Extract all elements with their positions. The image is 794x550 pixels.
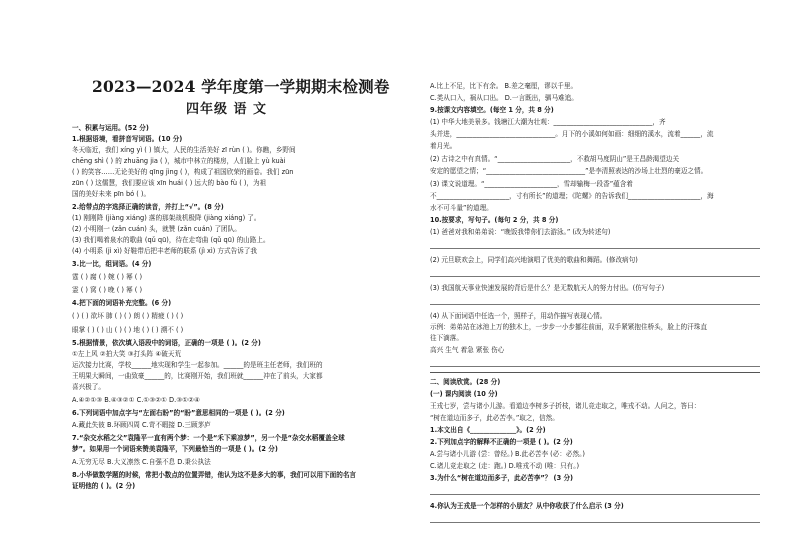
question-8-cont: 证明他的 ( )。(2 分) bbox=[72, 482, 136, 490]
question-3: 3.比一比，组词语。(4 分) bbox=[72, 260, 152, 268]
q5-choices: A.④②①③ B.④③②① C.①③②① D.③①②④ bbox=[72, 396, 200, 404]
question-2: 2.给带点的字选择正确的读音，并打上“√”。(8 分) bbox=[72, 203, 224, 211]
section-heading: 一、积累与运用。(52 分) bbox=[72, 124, 149, 132]
reading-question-1: 1.本文出自《______________》。(2 分) bbox=[430, 426, 546, 434]
q1-text-line: 国的美好未来 pīn bó ( )。 bbox=[72, 190, 151, 198]
reading-passage: 王戎七岁，尝与诸小儿游。看道边李树多子折枝，诸儿竞走取之，唯戎不动。人问之，答曰： bbox=[430, 402, 701, 410]
q9-line: (1) 中华大地美景多。钱塘江大潮为壮观：______________________________，齐 bbox=[430, 118, 666, 126]
reading-question-3: 3.为什么“树在道边而多子，此必苦李”？ (3 分) bbox=[430, 474, 574, 482]
question-1: 1.根据语境，看拼音写词语。(10 分) bbox=[72, 135, 183, 143]
answer-line[interactable] bbox=[430, 522, 760, 523]
question-8: 8.小华做数学题的时候，常把小数点的位置弄错，他认为这不是多大的事，我们可以用下面的名言 bbox=[72, 471, 357, 479]
q1-text-line: chēng shì ( ) 的 zhuāng jia ( )，城市中林立的楼房，人们脸上 yù kuài bbox=[72, 157, 286, 165]
q10-item-4: (4) 从下面词语中任选一个，照样子，用动作描写表现心情。 bbox=[430, 312, 607, 320]
q2-item: (2) 小明刚一 (zǎn cuán) 头，就赞 (zǎn cuán) 了团队。 bbox=[72, 225, 241, 233]
q10-example: 往下滴落。 bbox=[430, 334, 463, 342]
q9-line: 不______________________，寸有所长”的道理；《陀螺》的告诉我们______________________，海 bbox=[430, 192, 714, 200]
q8-choices: A.比上不足，比下有余。 B.差之毫厘，谬以千里。 bbox=[430, 82, 578, 90]
q5-passage-line: 喜兴极了。 bbox=[72, 383, 105, 391]
question-10: 10.按要求，写句子。(每句 2 分，共 8 分) bbox=[430, 216, 559, 224]
section-heading: 二、阅读欣赏。(28 分) bbox=[430, 378, 501, 386]
question-5: 5.根据情景，依次填入语段中的词语，正确的一项是 ( )。(2 分) bbox=[72, 339, 261, 347]
reading-q2-choices: C.诸儿竞走取之 (走：跑。) D.唯戎不动 (唯：只有。) bbox=[430, 462, 580, 470]
answer-line[interactable] bbox=[430, 304, 760, 305]
q9-line: 水不可斗量”的道理。 bbox=[430, 204, 493, 212]
q2-item: (3) 我们喝着泉水的歌曲 (qǔ qū)，待在走弯曲 (qǔ qū) 的山路上。 bbox=[72, 236, 270, 244]
reading-question-2: 2.下列加点字的解释不正确的一项是 ( )。(2 分) bbox=[430, 438, 573, 446]
q10-item-3: (3) 我国航天事业快速发展的背后是什么？是无数航天人的努力付出。(仿写句子) bbox=[430, 284, 665, 292]
q3-row: 霆 ( ) 腐 ( ) 婉 ( ) 幂 ( ) bbox=[72, 273, 143, 281]
q9-line: 着月光。 bbox=[430, 142, 457, 150]
q4-row: ( ) ( ) 欲坏 肺 ( ) ( ) 朗 ( ) 精疲 ( ) ( ) bbox=[72, 312, 184, 320]
q10-item-1: (1) 爸爸对我和弟弟说：“晚饭我带你们去游泳。” (改为转述句) bbox=[430, 228, 611, 236]
q10-example: 示例：弟弟站在冰池上万的独木上，一步步一小步挪往前面，双手紧紧抱住桥头，脸上的汗珠直 bbox=[430, 323, 707, 331]
answer-line[interactable] bbox=[430, 366, 760, 367]
q10-item-2: (2) 元旦联欢会上，同学们高兴地演唱了优美的歌曲和舞蹈。(修改病句) bbox=[430, 256, 638, 264]
q5-passage-line: 运次接力比赛，学校______地实现和学生一起参加。______的是班主任老师，我们班的 bbox=[72, 361, 323, 369]
q2-item: (4) 小明系 (jì xì) 好鞋带后把丰老师的联系 (jì xì) 方式告诉了我 bbox=[72, 247, 257, 255]
reading-passage: “树在道边而多子，此必苦李。”取之，信然。 bbox=[430, 414, 559, 422]
q2-item: (1) 刚刚降 (jiàng xiáng) 落的那架战机极降 (jiàng xiáng) 了。 bbox=[72, 214, 261, 222]
q9-line: 安定的愿望之情；“______________________________”是李清照表达的沙场上壮烈的豪迈之情。 bbox=[430, 167, 708, 175]
q3-row: 霊 ( ) 窝 ( ) 晚 ( ) 幂 ( ) bbox=[72, 286, 143, 294]
q4-row: 眼掌 ( ) ( ) 山 ( ) ( ) 地 ( ) ( ) 溯不 ( ) bbox=[72, 326, 184, 334]
question-7-cont: 梦”。如果用一个词语来赞美袁隆平，下列最恰当的一项是 ( )。(2 分) bbox=[72, 445, 278, 453]
q5-options: ①左上风 ②拍大笑 ③打头阵 ④破天荒 bbox=[72, 350, 182, 358]
question-4: 4.把下面的词语补充完整。(6 分) bbox=[72, 299, 172, 307]
question-6: 6.下列词语中加点字与“左面右盼”的“盼”意思相同的一项是 ( )。(2 分) bbox=[72, 409, 285, 417]
reading-question-4: 4.你认为王戎是一个怎样的小朋友？从中你收获了什么启示 (3 分) bbox=[430, 502, 624, 510]
exam-title: 2023—2024 学年度第一学期期末检测卷 bbox=[92, 77, 390, 96]
q1-text-line: 冬天临近，我们 xíng yì ( ) 镇大，人民的生活美好 zī rùn ( )。你瞧，乡野间 bbox=[72, 146, 296, 154]
subsection-heading: (一) 课内阅读 (10 分) bbox=[430, 390, 498, 398]
q10-word-choices: 高兴 生气 着急 紧张 伤心 bbox=[430, 346, 505, 354]
reading-q2-choices: A.尝与诸小儿游 (尝：曾经。) B.此必苦李 (必：必然。) bbox=[430, 450, 585, 458]
exam-subtitle: 四年级 语 文 bbox=[186, 102, 268, 117]
answer-line[interactable] bbox=[430, 494, 760, 495]
q6-choices: A.藏此失彼 B.环顾四周 C.苛不暇接 D.三顾茅庐 bbox=[72, 421, 211, 429]
q7-choices: A.无穷无尽 B.大义凛然 C.自强不息 D.秉公执法 bbox=[72, 458, 211, 466]
q1-text-line: zūn ( ) 这儒慧，我们要应该 xīn huái ( ) 远大的 bào fù ( )，为祖 bbox=[72, 179, 267, 187]
q8-choices: C.类从口入，祸从口出。 D.一言既出，驷马难追。 bbox=[430, 94, 578, 102]
question-7: 7.“杂交水稻之父”袁隆平一直有两个梦：一个是“禾下乘凉梦”，另一个是“杂交水稻覆盖全球 bbox=[72, 434, 345, 442]
section-divider bbox=[430, 372, 760, 373]
question-9: 9.按课文内容填空。(每空 1 分，共 8 分) bbox=[430, 106, 554, 114]
answer-line[interactable] bbox=[430, 248, 760, 249]
q9-line: (2) 古诗之中有真情。“______________________，不救胡马度阴山”是王昌龄渴望边关 bbox=[430, 155, 680, 163]
answer-line[interactable] bbox=[430, 276, 760, 277]
q1-text-line: ( ) 的笑容……无论美好的 qīng jìng ( )，构成了祖国欣荣的画卷。我们 zūn bbox=[72, 168, 294, 176]
q9-line: 头并进，______________________________。月下的小溪如何如画：细细的溪水，流着______，流 bbox=[430, 130, 714, 138]
q5-passage-line: 王明果大瞬间，一曲致豪______的，比赛刚开始，我们班就______冲在了前头，大家都 bbox=[72, 372, 323, 380]
q9-line: (3) 课文说道理。“______________________，雪却输梅一段香”蕴含着 bbox=[430, 180, 633, 188]
